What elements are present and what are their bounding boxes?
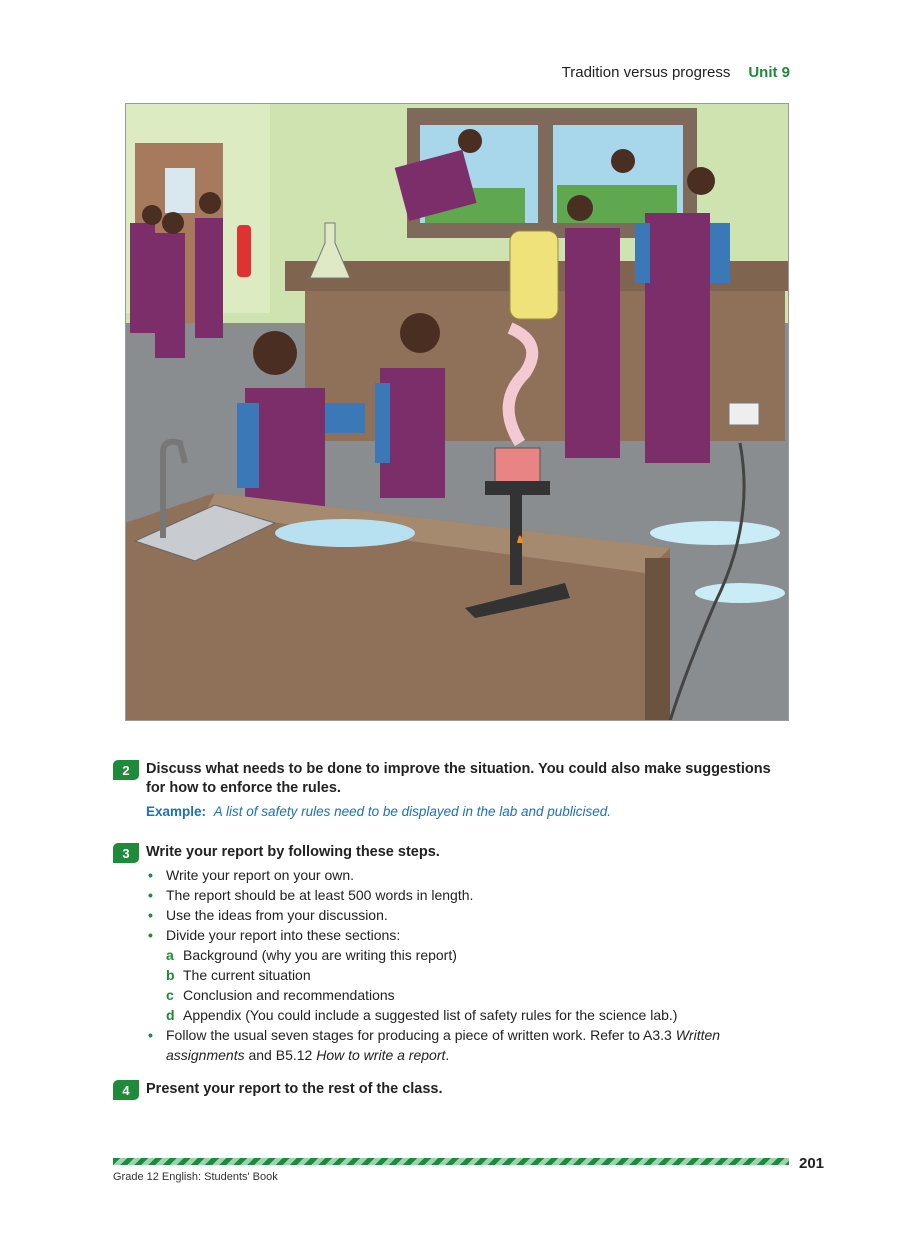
section-text: The current situation: [183, 967, 311, 983]
example-label: Example:: [146, 804, 207, 819]
section-item: [166, 1005, 793, 1025]
list-item: • The report should be at least 500 words in length.: [146, 885, 793, 905]
report-sections: [166, 945, 793, 1025]
list-item: • Write your report on your own.: [146, 865, 793, 885]
section-text: Conclusion and recommendations: [183, 987, 395, 1003]
list-item: [146, 925, 793, 1025]
bullet-text: Follow the usual seven stages for producing a piece of written work. Refer to A3.3: [166, 1027, 676, 1043]
reference-title: Written assignments: [166, 1027, 721, 1063]
bullet-text: and B5.12: [244, 1047, 317, 1063]
book-title: Grade 12 English: Students' Book: [113, 1171, 278, 1183]
section-title: Tradition versus progress: [561, 64, 731, 81]
step-3-bullets: [146, 865, 793, 1065]
list-item: [146, 1025, 793, 1065]
footer-decorative-bar: [113, 1158, 789, 1165]
list-item-text: Divide your report into these sections:: [166, 927, 401, 943]
page-number: 201: [799, 1155, 825, 1172]
step-number-badge: 3: [113, 843, 139, 863]
section-letter: b: [166, 967, 175, 983]
bullet-text: .: [445, 1047, 450, 1063]
step-4-text: Present your report to the rest of the class.: [146, 1081, 443, 1097]
step-number-badge: 4: [113, 1080, 139, 1100]
section-letter: a: [166, 947, 174, 963]
example-line: [146, 804, 793, 819]
lab-illustration: [125, 103, 789, 721]
section-item: [166, 945, 793, 965]
step-2: [113, 760, 793, 819]
step-3-text: Write your report by following these steps.: [146, 844, 440, 860]
list-item: • Use the ideas from your discussion.: [146, 905, 793, 925]
step-number-badge: 2: [113, 760, 139, 780]
step-4: [113, 1080, 793, 1099]
step-3: [113, 843, 793, 1065]
section-item: [166, 965, 793, 985]
step-2-text: Discuss what needs to be done to improve the situation. You could also make suggestions for how to enforce the rules.: [146, 761, 771, 796]
running-header: [562, 64, 790, 81]
section-letter: c: [166, 987, 174, 1003]
reference-title: How to write a report: [316, 1047, 446, 1063]
section-letter: d: [166, 1007, 175, 1023]
section-text: Background (why you are writing this report): [183, 947, 457, 963]
unit-label: Unit 9: [748, 64, 790, 81]
section-item: [166, 985, 793, 1005]
example-text: A list of safety rules need to be displayed in the lab and publicised.: [213, 804, 612, 819]
section-text: Appendix (You could include a suggested list of safety rules for the science lab.): [183, 1007, 678, 1023]
